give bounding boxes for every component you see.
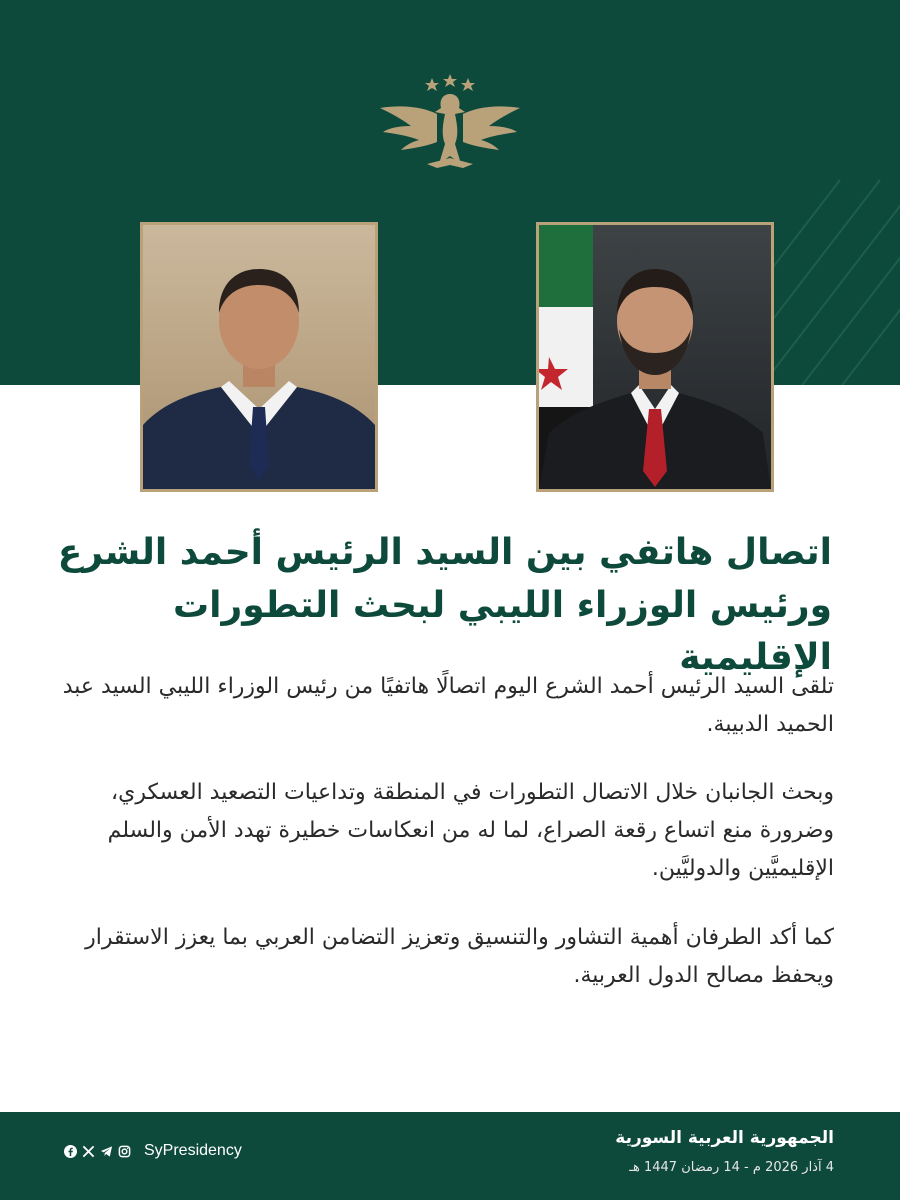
headline-line-1: اتصال هاتفي بين السيد الرئيس أحمد الشرع — [57, 532, 832, 573]
telegram-icon[interactable] — [100, 1145, 113, 1158]
facebook-icon[interactable] — [64, 1145, 77, 1158]
eagle-emblem-icon — [375, 68, 525, 180]
x-icon[interactable] — [82, 1145, 95, 1158]
left-portrait — [140, 222, 378, 492]
social-handle[interactable]: SyPresidency — [144, 1142, 242, 1159]
headline-line-2: ورئيس الوزراء الليبي لبحث التطورات الإقليمية — [172, 585, 832, 678]
social-links — [64, 1142, 242, 1160]
footer-date: 4 آذار 2026 م - 14 رمضان 1447 هـ — [629, 1160, 834, 1175]
paragraph-1: تلقى السيد الرئيس أحمد الشرع اليوم اتصالًا هاتفيًا من رئيس الوزراء الليبي السيد عبد الحميد الدبيبة. — [62, 674, 834, 737]
instagram-icon[interactable] — [118, 1145, 131, 1158]
paragraph-2: وبحث الجانبان خلال الاتصال التطورات في المنطقة وتداعيات التصعيد العسكري، وضرورة منع اتساع رقعة الصراع، لما له من انعكاسات خطيرة تهدد الأمن والسلم الإقليميَّين والدوليَّين. — [107, 780, 834, 881]
footer-country-name: الجمهورية العربية السورية — [615, 1128, 834, 1148]
paragraph-3: كما أكد الطرفان أهمية التشاور والتنسيق وتعزيز التضامن العربي بما يعزز الاستقرار ويحفظ مصالح الدول العربية. — [85, 925, 834, 988]
right-portrait — [536, 222, 774, 492]
